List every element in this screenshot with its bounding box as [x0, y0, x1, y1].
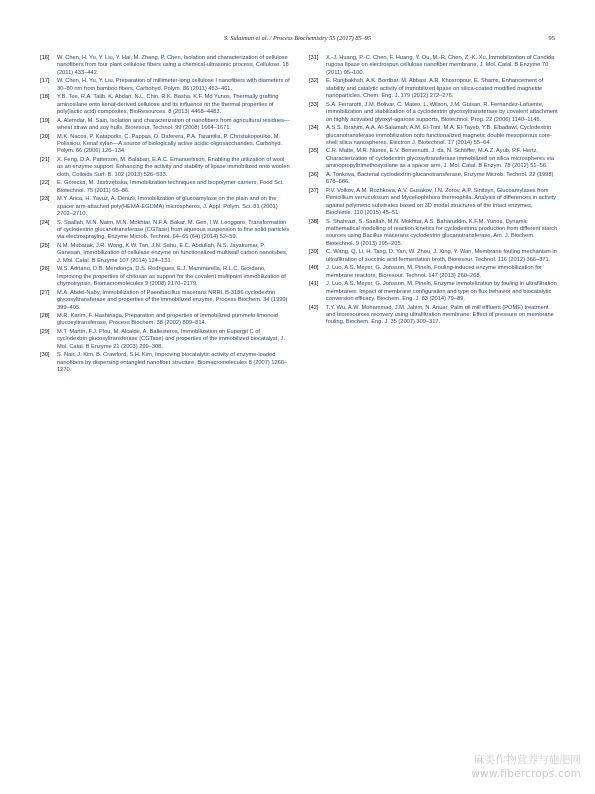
reference-number: [28] [40, 312, 50, 319]
reference-item [309, 188, 559, 218]
reference-item [309, 78, 559, 100]
reference-item [309, 281, 559, 303]
reference-item [40, 290, 290, 312]
reference-item [40, 243, 290, 265]
reference-text[interactable]: T.Y. Wu, A.W. Mohammad, J.M. Jahim, N. Anuar, Palm oil mill effluent (POME) treatment and bioresources recovery using ultrafiltration membrane: Effect of pressure on membrane fouling, Biochem. Eng. J. 35 (2007) 309–317. [326, 304, 554, 326]
reference-item [309, 125, 559, 147]
reference-text[interactable]: A. Tonkova, Bacterial cyclodextrin glucanotransferase, Enzyme Microb. Technol. 22 (1998) 678–686. [326, 171, 554, 186]
reference-text[interactable]: N.M. Mubarak, J.R. Wong, K.W. Tan, J.N. Sahu, E.C. Abdullah, N.S. Jayakumar, P. Ganesan, Immobilization of cellulase enzyme on functionalized multiwall carbon nanotubes, J. Mol. Catal. B Enzyme 107 (2014) 124–131. [57, 242, 288, 264]
reference-number: [36] [309, 171, 319, 178]
reference-text[interactable]: M.A. Abdel-Naby, Immobilization of Paenibacillus macerans NRRL B-3186 cyclodextrin glycosyltransferase and properties of the immobilized enzyme, Process Biochem. 34 (1999) 399–405. [57, 289, 288, 311]
reference-number: [39] [309, 249, 319, 256]
reference-item [40, 134, 290, 156]
reference-item [309, 265, 559, 280]
reference-item [40, 220, 290, 242]
reference-item [40, 266, 290, 288]
reference-text[interactable]: S. Shahrazi, S. Saallah, M.N. Mokhtar, A.S. Baharuddin, K.F.M. Yunos, Dynamic mathematical modelling of reaction kinetics for cyclodextrins production from different starch sources using Bacillus macerans cyclodextrin glucanotransferase, Am. J. Biochem. Biotechnol. 9 (2013) 195–205. [326, 218, 558, 247]
reference-number: [25] [40, 242, 50, 249]
reference-text[interactable]: E. Górecka, M. Jastrzębska, Immobilization techniques and biopolymer carriers, Food Sci. Biotechnol. 75 (2011) 65–86. [57, 180, 284, 194]
reference-text[interactable]: C. Wang, Q. Li, H. Tang, D. Yan, W. Zhou, J. Xing, Y. Wan, Membrane fouling mechanism in ultrafiltration of succinic acid fermentation broth, Bioresour. Technol. 116 (2012) 366–371. [326, 249, 557, 263]
reference-item [40, 180, 290, 195]
reference-number: [42] [309, 304, 319, 311]
reference-text[interactable]: S. Nair, J. Kim, B. Crawford, S.H. Kim, Improving biocatalytic activity of enzyme-loaded nanofibers by dispersing entangled nanofiber structure, Biomacromolecules 8 (2007) 1266–1270. [57, 352, 288, 374]
reference-number: [23] [40, 196, 50, 203]
reference-number: [34] [309, 125, 319, 132]
reference-number: [40] [309, 265, 319, 272]
reference-item [40, 196, 290, 218]
reference-number: [33] [309, 101, 319, 108]
reference-text[interactable]: M.K. Nacos, P. Katapodis, C. Pappas, D. Daferera, P.A. Tarantilis, P. Christakopoulos, M. Polissiou, Kenaf xylan—A source of biologically active acidic oligosaccharides, Carbohyd. Polym. 66 (2006) 126–134. [57, 133, 283, 155]
reference-number: [21] [40, 156, 50, 163]
reference-number: [31] [309, 55, 319, 61]
reference-number: [27] [40, 289, 50, 296]
reference-item [40, 329, 290, 351]
reference-number: [35] [309, 148, 319, 155]
watermark [381, 753, 581, 781]
reference-number: [16] [40, 55, 50, 61]
reference-number: [22] [40, 180, 50, 187]
reference-item [40, 313, 290, 328]
page-number: 95 [548, 35, 555, 42]
reference-item [40, 78, 290, 93]
reference-text[interactable]: C.R. Matte, M.R. Nunes, E.V. Benvenutti, J. da, N. Schöffer, M.A.Z. Ayub, P.F. Hertz, Characterization of cyclodextrin glycosyltransferase immobilized on silica microspheres via aminopropyltrimethoxysilane as a spacer arm, J. Mol. Catal. B Enzym. 78 (2012) 51–56. [326, 148, 554, 170]
reference-number: [26] [40, 266, 50, 273]
reference-number: [37] [309, 187, 319, 194]
reference-number: [38] [309, 218, 319, 225]
reference-text[interactable]: W.S. Adriano, D.B. Mendonça, D.S. Rodrigues, E.J. Mammarella, R.L.C. Giordano, Improving the properties of chitosan as support for the covalent multipoint immobilization of chymotrypsin, Biomacromolecules 9 (2008) 2170–2179. [57, 266, 286, 288]
reference-text[interactable]: J. Luo, A.S. Meyer, G. Jonsson, M. Pinelo, Enzyme immobilization by fouling in ultrafiltration membranes: Impact of membrane configuration and type on flux behavior and biocatalytic conversion efficacy, Biochem. Eng. J. 83 (2014) 79–89. [326, 281, 557, 303]
reference-text[interactable]: X. Feng, D.A. Patterson, M. Balaban, E.A.C. Emanuelsson, Enabling the utilization of wool as an enzyme support: Enhancing the activity and stability of lipase immobilized onto woolen cloth, Colloids Surf. B. 102 (2013) 526–533. [57, 156, 290, 178]
reference-item [309, 249, 559, 264]
reference-item [309, 148, 559, 170]
reference-text[interactable]: Y.B. Tee, R.A. Talib, K. Abdan, N.L. Chin, R.K. Basha, K.F. Md Yunos, Thermally grafting aminosilane onto kenaf-derived cellulose and its influence on the thermal properties of poly(lactic acid) composites, BioResources. 8 (2013) 4468–4483. [57, 94, 279, 116]
reference-number: [19] [40, 117, 50, 124]
reference-text[interactable]: M.T. Martín, F.J. Plou, M. Alcalde, A. Ballesteros, Immobilization on Eupergit C of cyclodextrin glucosyltransferase (CGTase) and properties of the immobilized biocatalyst, J. Mol. Catal. B Enzyme 21 (2003) 299–308. [57, 328, 285, 350]
reference-text[interactable]: E. Ranjbakhsh, A.K. Bordbar, M. Abbasi, A.R. Khosropour, E. Shams, Enhancement of stability and catalytic activity of immobilized lipase on silica-coated modified magnetite nanoparticles, Chem. Eng. J. 179 (2012) 272–276. [326, 78, 544, 100]
reference-number: [18] [40, 94, 50, 101]
reference-text[interactable]: P.V. Volkov, A.M. Rozhkova, A.V. Gusakov, I.N. Zorov, A.P. Sinitsyn, Glucoamylases from Penicillium verruculosum and Myceliophthora thermophila: Analysis of differences in activity against polymeric substrates based on 3D model structures of the intact enzymes, Biochimie. 110 (2015) 45–51. [326, 187, 557, 217]
reference-text[interactable]: X.-J. Huang, P.-C. Chen, F. Huang, Y. Ou, M.-R. Chen, Z.-K. Xu, Immobilization of Candida rugosa lipase on electrospun cellulose nanofiber membrane, J. Mol. Catal. B Enzyme 70 (2011) 95–100. [326, 55, 555, 76]
reference-number: [29] [40, 328, 50, 335]
reference-text[interactable]: A.S.S. Ibrahim, A.A. Al-Salamah, A.M. El-Toni, M.A. El-Tayeb, Y.B. Elbadawi, Cyclodextrin glucanotransferase immobilization onto functionalized magnetic double mesoporous core-shell silica nanospheres, Electron J. Biotechnol. 17 (2014) 55–64. [326, 125, 552, 146]
reference-number: [20] [40, 133, 50, 140]
references-column-right [309, 55, 559, 328]
reference-text[interactable]: M.Y. Arica, H. Yavuz, A. Denizli, Immobilization of glucoamylase on the plain and on the spacer arm-attached poly(HEMA-EGDMA) microspheres, J. Appl. Polym. Sci. 81 (2001) 2702–2710. [57, 196, 278, 218]
reference-text[interactable]: S.A. Ferrarotti, J.M. Bolivar, C. Mateo, L. Wilson, J.M. Guisan, R. Fernandez-Lafuente, Immobilization and stabilization of a cyclodextrin glycosyltransferase by covalent attachment on highly activated glyoxyl-agarose supports, Biotechnol. Prog. 22 (2006) 1140–1145. [326, 101, 558, 123]
reference-item [309, 172, 559, 187]
reference-number: [24] [40, 219, 50, 226]
reference-number: [32] [309, 78, 319, 85]
reference-text[interactable]: J. Luo, A.S. Meyer, G. Jonsson, M. Pinelo, Fouling-induced enzyme immobilization for membrane reactors, Bioresour. Technol. 147 (2013) 260–268. [326, 265, 542, 279]
reference-text[interactable]: S. Saallah, M.N. Naim, M.N. Mokhtar, N.F.A. Bakar, M. Gen, I.W. Lenggoro, Transformation of cyclodextrin glucanotransferase (CGTase) from aqueous suspension to fine solid particles via electrospraying, Enzyme Microb. Technol. 64–65 (64) (2014) 52–59. [57, 219, 290, 241]
reference-item [40, 352, 290, 374]
reference-item [309, 305, 559, 327]
reference-item [309, 55, 559, 77]
reference-text[interactable]: W. Chen, H. Yu, Y. Liu, Preparation of millimeter-long cellulose I nanofibers with diameters of 30–80 nm from bamboo fibers, Carbohyd. Polym. 86 (2011) 453–461. [57, 78, 290, 92]
reference-number: [17] [40, 78, 50, 85]
reference-text[interactable]: M.R. Karim, F. Hashinaga, Preparation and properties of immobilized pummelo limonoid glucosyltransferase, Process Biochem. 38 (2002) 809–814. [57, 312, 278, 327]
watermark-line-1: 麻类作物营养与施肥网 [474, 754, 581, 766]
references-column-left [40, 55, 290, 376]
reference-item [309, 219, 559, 249]
reference-text[interactable]: A. Alemdar, M. Sain, Isolation and characterization of nanofibers from agricultural residues—wheat straw and soy hulls, Bioresour. Technol. 99 (2008) 1664–1671. [57, 117, 290, 132]
reference-number: [30] [40, 352, 50, 359]
reference-item [40, 157, 290, 179]
running-title: S. Sulaiman et al. / Process Biochemistry 55 (2017) 85–95 [223, 35, 372, 42]
watermark-line-2: www.fibercrops.com [471, 768, 581, 780]
reference-item [309, 102, 559, 124]
reference-item [40, 94, 290, 116]
running-head [40, 35, 555, 45]
reference-item [40, 55, 290, 77]
reference-text[interactable]: W. Chen, H. Yu, Y. Liu, Y. Hai, M. Zhang, P. Chen, Isolation and characterization of cellulose nanofibers from four plant cellulose fibers using a chemical-ultrasonic process, Cellulose. 18 (2011) 433–442. [57, 55, 289, 76]
reference-item [40, 118, 290, 133]
reference-number: [41] [309, 281, 319, 288]
